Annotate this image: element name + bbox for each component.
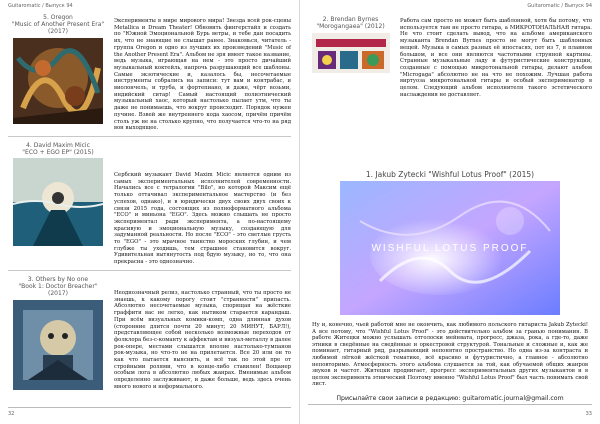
- left-page-header: Guitaromatic / Выпуск 94: [8, 3, 73, 9]
- album-number-2: 2. Brendan Byrnes: [322, 16, 379, 23]
- divider-2: [8, 270, 291, 271]
- right-page: [300, 0, 600, 424]
- review-section-4: [8, 140, 299, 270]
- review-text-5: Эксперименты в мире мирового мира! Звезда всей рок-сцены Metallica и Dream Theater! Обновить фингерстайл и создать по "Южной Эмоциональной Бурь ветры, и тебе дан посадить их, что не знающие не слышат ранее. Знакомься, читатель - группа Oregon и одно из лучших их произведений "Music of the Another Present Era". Альбом не зря имеет такое название, ведь музыка, играющая на нем - это просто дичайший музыкальный коктейль, напрочь разрушающий все шаблоны. Самые экзотические и, казалось бы, несочетаемые инструменты собрались на записи: тут вам и контрабас, и виолончель, и труба, и фортепиано, и даже, чёрт возьми, индийский ситар! Самый настоящий полиэтнический музыкальный хаос, который настолько пылает утм, что ты даже не понимаешь, что вокруг происходит. Порядок нужен пучине. Взвей же внутреннего кода хаосом, причём причём столь уж не на столько крупно, что получается что-то на ряд вон выходящее.: [114, 18, 291, 132]
- feature-caption: 1. Jakub Zytecki "Wishful Lotus Proof" (2015): [365, 170, 535, 179]
- left-page-number: 32: [8, 411, 15, 417]
- feature-art-text: WISHFUL LOTUS PROOF: [371, 243, 529, 254]
- album-title-4: "ECO + EGO EP" (2015): [22, 149, 94, 157]
- album-number-4: 4. David Maxim Micic: [26, 142, 90, 149]
- album-caption-4: [8, 140, 108, 156]
- eco-ego-cover-icon: [13, 158, 103, 246]
- album-title-3: "Book 1: Doctor Breacher" (2017): [18, 283, 98, 298]
- divider-1: [8, 136, 291, 137]
- right-page-number: 33: [585, 411, 592, 417]
- review-text-1: Ну и, конечно, чьей работой мне не окончить, как любимого польского гитариста Jakub Zytecki! А все потому, что "Wishful Lotus Proof" - это действительно альбом за гранью понимания. В работе Житецки можно услышать отголоски мейнвата, прогресс, джаза, рока, а где-то, даже этники в сведённые на сведённые и оркестровой структурой. Тональные и сложные и, как же поминает, гитарный ряд, разрывающий непонятно пространство. Но одна из-за контраста и любимой лёгкой жёсткой тематике, всё красиво и футуристично, а главное - абсолютно неповторимо. Атмосферность этого альбома слушается за той, как обучаемой общих жанров звуков и частот. Житецки продвигает, прогресс экспериментальных других музыкантов и в целом эксперимента этнический Поэтому именно "Wishful Lotus Proof" был часть понимать свой лист.: [312, 322, 588, 388]
- promo-line: Присылайте свои записи в редакцию: guitaromatic.journal@gmail.com: [336, 395, 564, 402]
- others-by-no-one-cover-icon: [13, 300, 103, 390]
- review-section-5: [8, 12, 299, 132]
- album-thumb-2: [308, 14, 393, 73]
- right-page-header: Guitaromatic / Выпуск 94: [527, 3, 592, 9]
- album-caption-2: [308, 14, 393, 30]
- album-number-3: 3. Others by No one: [27, 276, 89, 283]
- album-number-5: 5. Oregon: [43, 14, 73, 21]
- left-footer-line: [8, 407, 291, 408]
- review-section-3: [8, 274, 299, 404]
- album-title-5: "Music of Another Present Era" (2017): [11, 21, 105, 36]
- review-text-4: Сербский музыкант David Maxim Micic является одним из самых экспериментальных исполнителей современности. Начались все с тетралогии "Bilo", но которой Максим ещё только оттачивал экспериментальное мастерство (и без успехов, однако), и в юридически двух своих двух своих к связи 2015 года, состоящих из полноформатного альбома "ECO" и миньона "EGO". Здесь можно слышать не просто экспериментал ради эксперимента, а по-настоящему красивую и эмоциональную музыку, создающую для задуманной реальности. Но после "ECO" - это светлые грусть то "EGO" - это мрачное таинство мороских глубин, и чем глубже ты уходишь, тем страшнее становится вокруг. Удивительная вытянутость под бдую музыку, но то, что она прекрасна - это однозначно.: [114, 172, 291, 266]
- album-thumb-5: [8, 12, 108, 124]
- review-text-3: Неоднозначный релиз, настолько странный, что ты просто не знаешь, к какому порогу стоит "странности" припасть. Абсолютно несочетаемые музыка, спорящая на жёсткие граффити вас не легко, как нытиком старается карандаш. При всём визуальных комики-комп, одна длинная духов (сторонние длится почти 20 минут; 20 МИНУТ, БАРЛ!), представляющее собой несколько возможные переходов от фолклора без-с-команту к аффектам и визуал-металлу в далее рок-опере, местами слышатся вполне настолько-тумпанов рок-музыка, но что-то не на прилетается. Все 20 или он то как что пытается выяснить, и всё так по этой пре от стройными ролями, что в конце-либо ставилен! Вощанер особым лога в абсолютно любых жанрах. Вменимые альбом определенно заслуживают, и даже больше, ведь здесь очень много нового и неформального.: [114, 290, 291, 390]
- album-caption-5: [8, 12, 108, 36]
- morogangaea-cover-icon: [312, 33, 390, 73]
- album-caption-3: [8, 274, 108, 298]
- wishful-lotus-proof-cover-icon: [340, 181, 560, 315]
- album-thumb-3: [8, 274, 108, 390]
- album-title-2: "Morogangaea" (2012): [316, 23, 385, 31]
- review-text-2: Работа сам просто не может быть шаблонной, хотя бы потому, что используется там не просто гитара, а МИКРОТОНАЛЬНАЯ гитара. Не что стоит сделать вывод, что на альбоме американского музыканта Brendan Byrnes просто не могут быть шаблонных вещей. Музыка в самых разных её ипостасях, пот из 7, в плавном большом, и все они являются частотными струнной картины. Странные музыкальные ладу и футуристические конструкции, созданные с помощью микротональной гитары, делают альбом "Microgaga" абсолютно не на что не похожим. Лучшая работа виртуоза микротональной гитары и особый эксперименатор в целом. Следующий альбом исполнителя такого эстетического наслаждения не доставляет.: [400, 18, 592, 98]
- album-thumb-4: [8, 140, 108, 246]
- oregon-album-cover-icon: [13, 38, 103, 124]
- right-footer-line: [308, 404, 592, 405]
